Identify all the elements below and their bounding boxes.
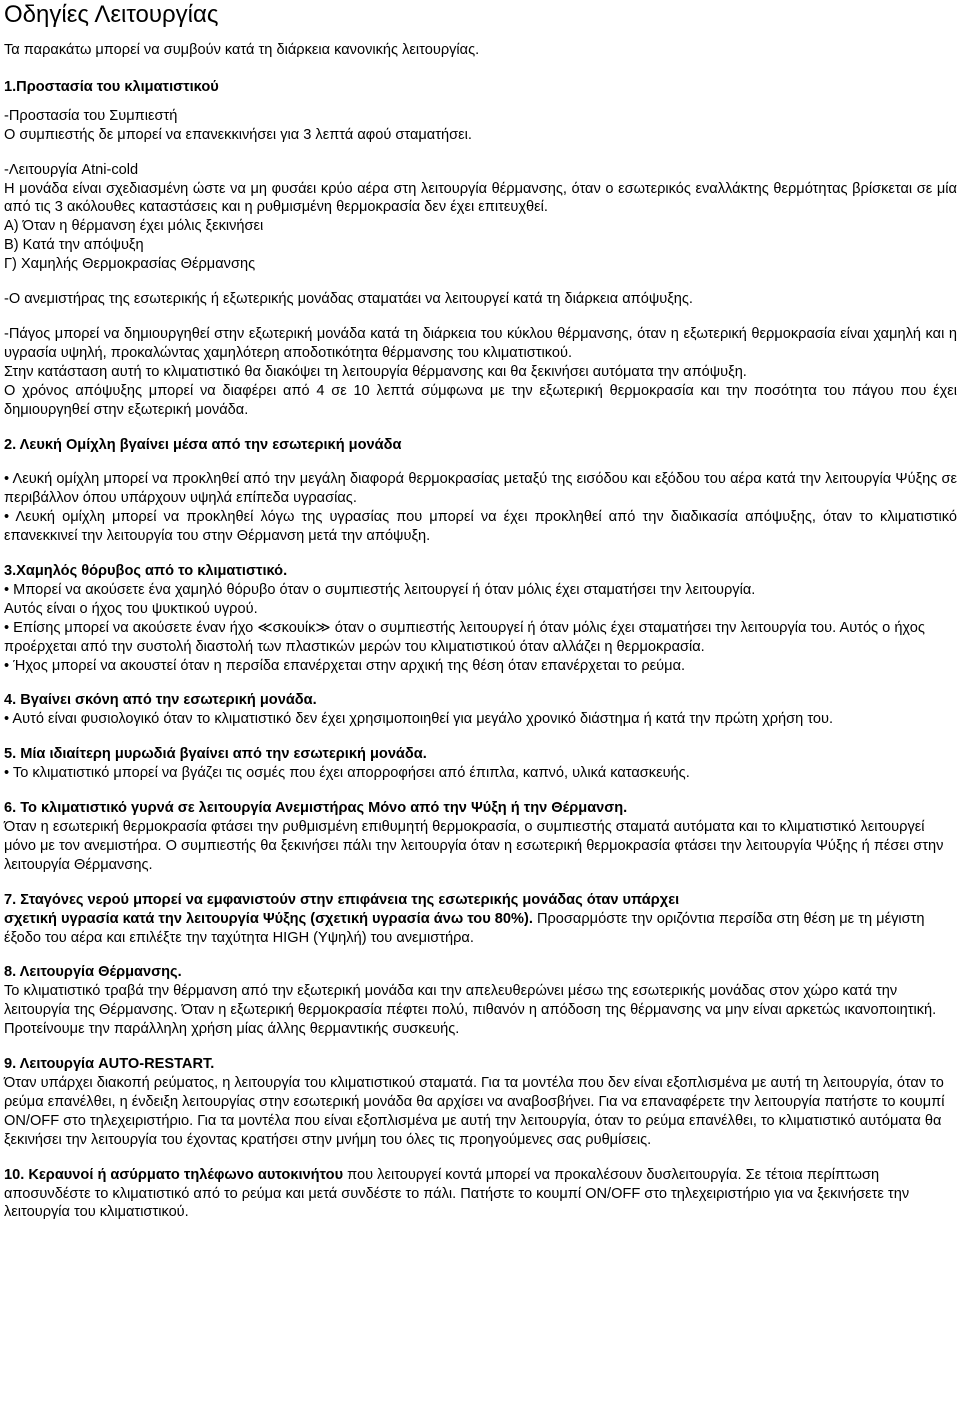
- section-5-bullet-1: • Το κλιματιστικό μπορεί να βγάζει τις οσμές που έχει απορροφήσει από έπιπλα, καπνό, υλικά κατασκευής.: [4, 765, 690, 782]
- page-title: Οδηγίες Λειτουργίας: [4, 1, 219, 28]
- section-10-paragraph: [4, 1166, 957, 1223]
- section-7-heading-line-1: 7. Σταγόνες νερού μπορεί να εμφανιστούν στην επιφάνεια της εσωτερικής μονάδας όταν υπάρχει: [4, 891, 680, 908]
- intro-text: Τα παρακάτω μπορεί να συμβούν κατά τη διάρκεια κανονικής λειτουργίας.: [4, 42, 480, 58]
- anticold-case-c: Γ) Χαμηλής Θερμοκρασίας Θέρμανσης: [4, 256, 256, 273]
- section-2-bullet-2: • Λευκή ομίχλη μπορεί να προκληθεί λόγω της υγρασίας που μπορεί να έχει προκληθεί από την διαδικασία απόψυξης, όταν το κλιματιστικό επανεκκινεί την λειτουργία του στην Θέρμανση μετά την απόψυξη.: [4, 509, 957, 545]
- anticold-title: -Λειτουργία Atni-cold: [4, 161, 139, 178]
- section-9-text: Όταν υπάρχει διακοπή ρεύματος, η λειτουργία του κλιματιστικού σταματά. Για τα μοντέλα που δεν είναι εξοπλισμένα με αυτή τη λειτουργία, όταν το ρεύμα επανέλθει, η ένδειξη λειτουργίας στην εσωτερική μονάδα θα αρχίσει να αναβοσβήνει. Για να επαναφέρετε την λειτουργία πατήστε το κουμπί ON/OFF στο τηλεχειριστήριο. Για τα μοντέλα που είναι εξοπλισμένα με αυτή την λειτουργία, όταν το ρεύμα επανέλθει, το κλιματιστικό αυτόματα θα ξεκινήσει την λειτουργία του έχοντας κρατήσει στην μνήμη του όλες τις προηγούμενες σας ρυθμίσεις.: [4, 1074, 945, 1148]
- compressor-protection-title: -Προστασία του Συμπιεστή: [4, 107, 178, 124]
- fan-stop-text: -Ο ανεμιστήρας της εσωτερικής ή εξωτερικής μονάδας σταματάει να λειτουργεί κατά τη διάρκεια απόψυξης.: [4, 291, 693, 308]
- frost-text-3: Ο χρόνος απόψυξης μπορεί να διαφέρει από 4 σε 10 λεπτά σύμφωνα με την εξωτερική θερμοκρασία και την ποσότητα του πάγου που έχει δημιουργηθεί στην εξωτερική μονάδα.: [4, 382, 957, 418]
- section-4-heading: 4. Βγαίνει σκόνη από την εσωτερική μονάδα.: [4, 692, 317, 709]
- section-3-bullet-3: • Ήχος μπορεί να ακουστεί όταν η περσίδα επανέρχεται στην αρχική της θέση όταν επανέρχεται το ρεύμα.: [4, 657, 686, 674]
- frost-text: -Πάγος μπορεί να δημιουργηθεί στην εξωτερική μονάδα κατά τη διάρκεια του κύκλου θέρμανσης, όταν η εξωτερική θερμοκρασία είναι χαμηλή και η υγρασία υψηλή, προκαλώντας χαμηλότερη αποδοτικότητα θέρμανσης του κλιματιστικού.: [4, 325, 957, 361]
- section-5-heading: 5. Μία ιδιαίτερη μυρωδιά βγαίνει από την εσωτερική μονάδα.: [4, 746, 427, 763]
- frost-text-2: Στην κατάσταση αυτή το κλιματιστικό θα διακόψει τη λειτουργία θέρμανσης και θα ξεκινήσει αυτόματα την απόψυξη.: [4, 363, 747, 380]
- section-4-bullet-1: • Αυτό είναι φυσιολογικό όταν το κλιματιστικό δεν έχει χρησιμοποιηθεί για μεγάλο χρονικό διάστημα ή κατά την πρώτη χρήση του.: [4, 711, 834, 728]
- anticold-case-b: Β) Κατά την απόψυξη: [4, 237, 144, 254]
- section-7-paragraph: [4, 910, 957, 948]
- section-6-text: Όταν η εσωτερική θερμοκρασία φτάσει την ρυθμισμένη επιθυμητή θερμοκρασία, ο συμπιεστής σταματά αυτόματα και το κλιματιστικό λειτουργεί μόνο με τον ανεμιστήρα. Ο συμπιεστής θα ξεκινήσει πάλι την λειτουργία όταν η εσωτερική θερμοκρασία φτάσει την λειτουργία Ψύξης ή πέσει στην λειτουργία Θέρμανσης.: [4, 819, 944, 873]
- compressor-protection-text: Ο συμπιεστής δε μπορεί να επανεκκινήσει για 3 λεπτά αφού σταματήσει.: [4, 126, 472, 143]
- section-7-text: Προσαρμόστε την οριζόντια περσίδα στη θέση με τη μέγιστη έξοδο του αέρα και επιλέξτε την ταχύτητα HIGH (Υψηλή) του ανεμιστήρα.: [4, 910, 925, 946]
- section-8-text-2: Προτείνουμε την παράλληλη χρήση μίας άλλης θερμαντικής συσκευής.: [4, 1021, 460, 1038]
- section-8-heading: 8. Λειτουργία Θέρμανσης.: [4, 964, 182, 981]
- section-10-heading: 10. Κεραυνοί ή ασύρματο τηλέφωνο αυτοκινήτου: [4, 1166, 344, 1183]
- section-2-heading: 2. Λευκή Ομίχλη βγαίνει μέσα από την εσωτερική μονάδα: [4, 436, 402, 453]
- section-3-bullet-1: • Μπορεί να ακούσετε ένα χαμηλό θόρυβο όταν ο συμπιεστής λειτουργεί ή όταν μόλις έχει σταματήσει την λειτουργία.: [4, 581, 756, 598]
- anticold-text: Η μονάδα είναι σχεδιασμένη ώστε να μη φυσάει κρύο αέρα στη λειτουργία θέρμανσης, όταν ο εσωτερικός εναλλάκτης θερμότητας βρίσκεται σε μία από τις 3 ακόλουθες καταστάσεις και η ρυθμισμένη θερμοκρασία δεν έχει επιτευχθεί.: [4, 180, 957, 216]
- section-10-text: που λειτουργεί κοντά μπορεί να προκαλέσουν δυσλειτουργία. Σε τέτοια περίπτωση αποσυνδέστε το κλιματιστικό από το ρεύμα και μετά συνδέστε το πάλι. Πατήστε το κουμπί ON/OFF στο τηλεχειριστήριο για να ξεκινήσετε την λειτουργία του κλιματιστικού.: [4, 1166, 910, 1221]
- section-2-bullet-1: • Λευκή ομίχλη μπορεί να προκληθεί από την μεγάλη διαφορά θερμοκρασίας μεταξύ της εισόδου και εξόδου του αέρα κατά την λειτουργία Ψύξης σε περιβάλλον όπου υπάρχουν υψηλά επίπεδα υγρασίας.: [4, 471, 957, 507]
- section-3-heading: 3.Χαμηλός θόρυβος από το κλιματιστικό.: [4, 563, 288, 580]
- section-3-bullet-1b: Αυτός είναι ο ήχος του ψυκτικού υγρού.: [4, 600, 258, 617]
- section-3-bullet-2: • Επίσης μπορεί να ακούσετε έναν ήχο ≪σκουίκ≫ όταν ο συμπιεστής λειτουργεί ή όταν μόλις έχει σταματήσει την λειτουργία του. Αυτός ο ήχος προέρχεται από την συστολή διαστολή των πλαστικών μερών του κλιματιστικού όταν αλλάζει η θερμοκρασία.: [4, 619, 925, 655]
- section-6-heading: 6. Το κλιματιστικό γυρνά σε λειτουργία Ανεμιστήρας Μόνο από την Ψύξη ή την Θέρμανση.: [4, 800, 628, 817]
- section-1-heading: 1.Προστασία του κλιματιστικού: [4, 78, 219, 95]
- anticold-case-a: Α) Όταν η θέρμανση έχει μόλις ξεκινήσει: [4, 218, 264, 235]
- section-9-heading: 9. Λειτουργία AUTO-RESTART.: [4, 1056, 215, 1073]
- section-8-text: Το κλιματιστικό τραβά την θέρμανση από την εξωτερική μονάδα και την απελευθερώνει μέσω της εσωτερικής μονάδας στον χώρο κατά την λειτουργία της Θέρμανσης. Όταν η εξωτερική θερμοκρασία πέφτει πολύ, πιθανόν η απόδοση της θέρμανσης να μην είναι αρκετώς ικανοποιητική.: [4, 983, 937, 1019]
- section-7-heading-line-2: σχετική υγρασία κατά την λειτουργία Ψύξης (σχετική υγρασία άνω του 80%).: [4, 910, 533, 927]
